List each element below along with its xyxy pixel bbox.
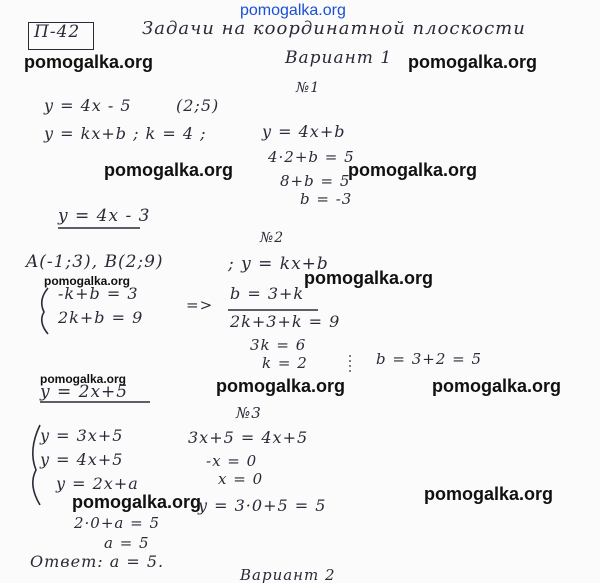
watermark: pomogalka.org (304, 268, 434, 288)
watermark-small: pomogalka.org (40, 372, 127, 386)
p3-answer: Ответ: a = 5. (30, 552, 165, 571)
watermark: pomogalka.org (216, 376, 346, 396)
p1-line1-point: (2;5) (176, 96, 220, 115)
p1-line1-equation: y = 4x - 5 (44, 96, 132, 115)
p2-system-eq1: -k+b = 3 (58, 284, 139, 303)
p1-step2: 8+b = 5 (280, 172, 351, 190)
problem1-number: №1 (296, 80, 321, 96)
p2-rhs2: 2k+3+k = 9 (230, 312, 341, 331)
p1-line2: y = kx+b ; k = 4 ; (44, 124, 207, 143)
watermark: pomogalka.org (432, 376, 562, 396)
p3-eq3: x = 0 (218, 470, 264, 488)
p2-rhs5: b = 3+2 = 5 (376, 350, 483, 368)
p2-form: ; y = kx+b (228, 254, 329, 274)
p3-system-eq3: y = 2x+a (56, 474, 139, 493)
page-title: Задачи на координатной плоскости (142, 18, 526, 39)
system-brace-3 (33, 425, 40, 505)
watermark: pomogalka.org (104, 160, 234, 180)
p3-eq2: -x = 0 (206, 452, 258, 470)
problem2-number: №2 (260, 230, 285, 246)
p1-step1: 4·2+b = 5 (268, 148, 355, 166)
implies-arrow: => (186, 296, 214, 314)
watermark: pomogalka.org (348, 160, 478, 180)
watermark: pomogalka.org (424, 484, 554, 504)
p2-system-eq2: 2k+b = 9 (58, 308, 144, 327)
p2-answer: y = 2x+5 (40, 382, 129, 402)
problem3-number: №3 (236, 404, 262, 422)
p2-rhs3: 3k = 6 (250, 336, 307, 354)
watermark-top: pomogalka.org (240, 2, 346, 19)
system-brace-2 (42, 288, 48, 334)
p2-rhs1: b = 3+k (230, 284, 305, 303)
p3-system-eq2: y = 4x+5 (40, 450, 124, 469)
watermark: pomogalka.org (408, 52, 538, 72)
p3-calc1: 2·0+a = 5 (74, 514, 161, 532)
p1-line2-equation: y = 4x+b (262, 122, 346, 141)
p2-points: A(-1;3), B(2;9) (26, 252, 164, 272)
p2-rhs4: k = 2 (262, 354, 308, 372)
watermark-small: pomogalka.org (44, 274, 131, 288)
p3-calc2: a = 5 (104, 534, 150, 552)
p1-answer: y = 4x - 3 (58, 206, 151, 226)
p1-step3: b = -3 (300, 190, 353, 208)
p3-system-eq1: y = 3x+5 (40, 426, 124, 445)
p3-eq4: y = 3·0+5 = 5 (198, 496, 327, 515)
variant2-heading: Вариант 2 (240, 566, 336, 583)
label-text: П-42 (34, 22, 81, 42)
watermark: pomogalka.org (24, 52, 154, 72)
watermark: pomogalka.org (72, 492, 202, 512)
p3-eq1: 3x+5 = 4x+5 (188, 428, 309, 447)
variant1-heading: Вариант 1 (285, 48, 393, 68)
